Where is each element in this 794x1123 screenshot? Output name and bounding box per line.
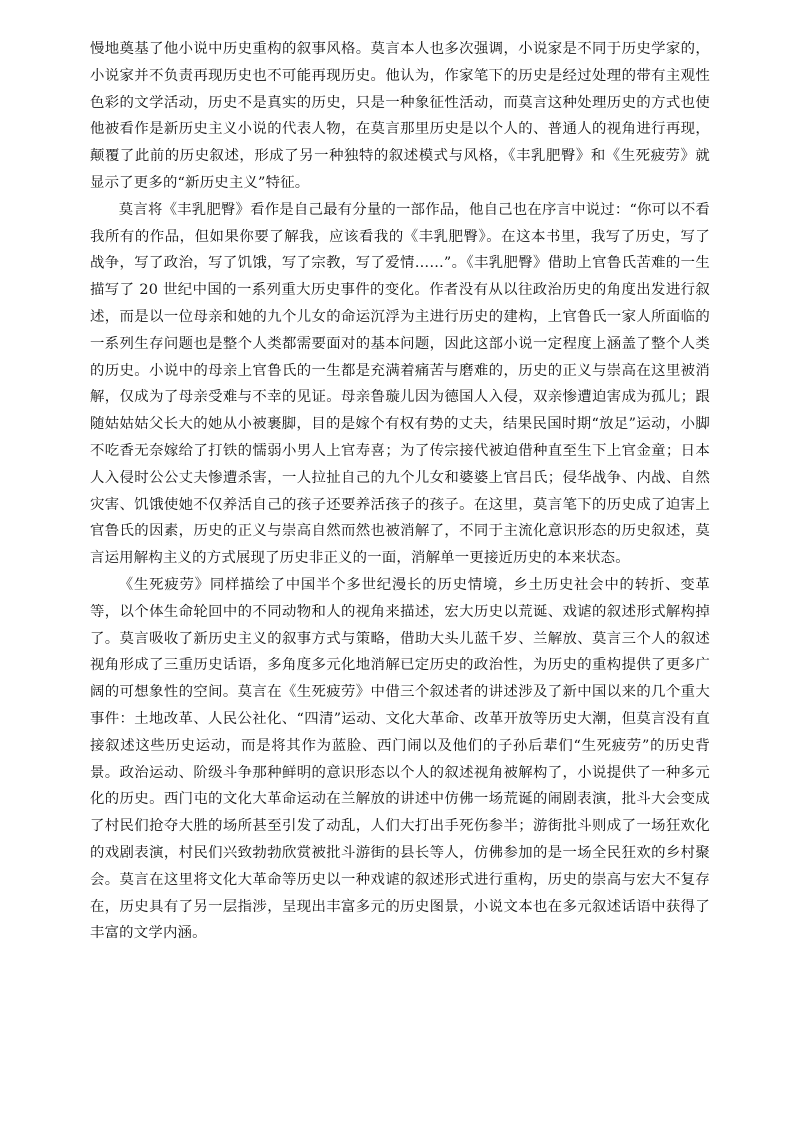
paragraph-3: 《生死疲劳》同样描绘了中国半个多世纪漫长的历史情境，乡土历史社会中的转折、变革等，以个体生命轮回中的不同动物和人的视角来描述，宏大历史以荒诞、戏谑的叙述形式解构掉了。莫言吸收了新历史主义的叙事方式与策略，借助大头儿蓝千岁、兰解放、莫言三个人的叙述视角形成了三重历史话语，多角度多元化地消解已定历史的政治性，为历史的重构提供了更多广阔的可想象性的空间。莫言在《生死疲劳》中借三个叙述者的讲述涉及了新中国以来的几个重大事件：土地改革、人民公社化、“四清”运动、文化大革命、改革开放等历史大潮，但莫言没有直接叙述这些历史运动，而是将其作为蓝脸、西门闹以及他们的子孙后辈们“生死疲劳”的历史背景。政治运动、阶级斗争那种鲜明的意识形态以个人的叙述视角被解构了，小说提供了一种多元化的历史。西门屯的文化大革命运动在兰解放的讲述中仿佛一场荒诞的闹剧表演，批斗大会变成了村民们抢夺大胜的场所甚至引发了动乱，人们大打出手死伤参半；游街批斗则成了一场狂欢化的戏剧表演，村民们兴致勃勃欣赏被批斗游街的县长等人，仿佛参加的是一场全民狂欢的乡村聚会。莫言在这里将文化大革命等历史以一种戏谑的叙述形式进行重构，历史的崇高与宏大不复存在，历史具有了另一层指涉，呈现出丰富多元的历史图景，小说文本也在多元叙述话语中获得了丰富的文学内涵。 [90, 576, 710, 942]
paragraph-2: 莫言将《丰乳肥臀》看作是自己最有分量的一部作品，他自己也在序言中说过：“你可以不看我所有的作品，但如果你要了解我，应该看我的《丰乳肥臀》。在这本书里，我写了历史，写了战争，写了政治，写了饥饿，写了宗教，写了爱情……”。《丰乳肥臀》借助上官鲁氏苦难的一生描写了 20 世纪中国的一系列重大历史事件的变化。作者没有从以往政治历史的角度出发进行叙述，而是以一位母亲和她的九个儿女的命运沉浮为主进行历史的建构，上官鲁氏一家人所面临的一系列生存问题也是整个人类都需要面对的基本问题，因此这部小说一定程度上涵盖了整个人类的历史。小说中的母亲上官鲁氏的一生都是充满着痛苦与磨难的，历史的正义与崇高在这里被消解，仅成为了母亲受难与不幸的见证。母亲鲁璇儿因为德国人入侵，双亲惨遭迫害成为孤儿；跟随姑姑姑父长大的她从小被裹脚，目的是嫁个有权有势的丈夫，结果民国时期“放足”运动，小脚不吃香无奈嫁给了打铁的懦弱小男人上官寿喜；为了传宗接代被迫借种直至生下上官金童；日本人入侵时公公丈夫惨遭杀害，一人拉扯自己的九个儿女和婆婆上官吕氏；侵华战争、内战、自然灾害、饥饿使她不仅养活自己的孩子还要养活孩子的孩子。在这里，莫言笔下的历史成了迫害上官鲁氏的因素，历史的正义与崇高自然而然也被消解了，不同于主流化意识形态的历史叙述，莫言运用解构主义的方式展现了历史非正义的一面，消解单一更接近历史的本来状态。 [90, 201, 710, 567]
paragraph-1: 慢地奠基了他小说中历史重构的叙事风格。莫言本人也多次强调，小说家是不同于历史学家的，小说家并不负责再现历史也不可能再现历史。他认为，作家笔下的历史是经过处理的带有主观性色彩的文学活动，历史不是真实的历史，只是一种象征性活动，而莫言这种处理历史的方式也使他被看作是新历史主义小说的代表人物，在莫言那里历史是以个人的、普通人的视角进行再现，颠覆了此前的历史叙述，形成了另一种独特的叙述模式与风格，《丰乳肥臀》和《生死疲劳》就显示了更多的“新历史主义”特征。 [90, 41, 710, 191]
document-page [90, 36, 710, 947]
